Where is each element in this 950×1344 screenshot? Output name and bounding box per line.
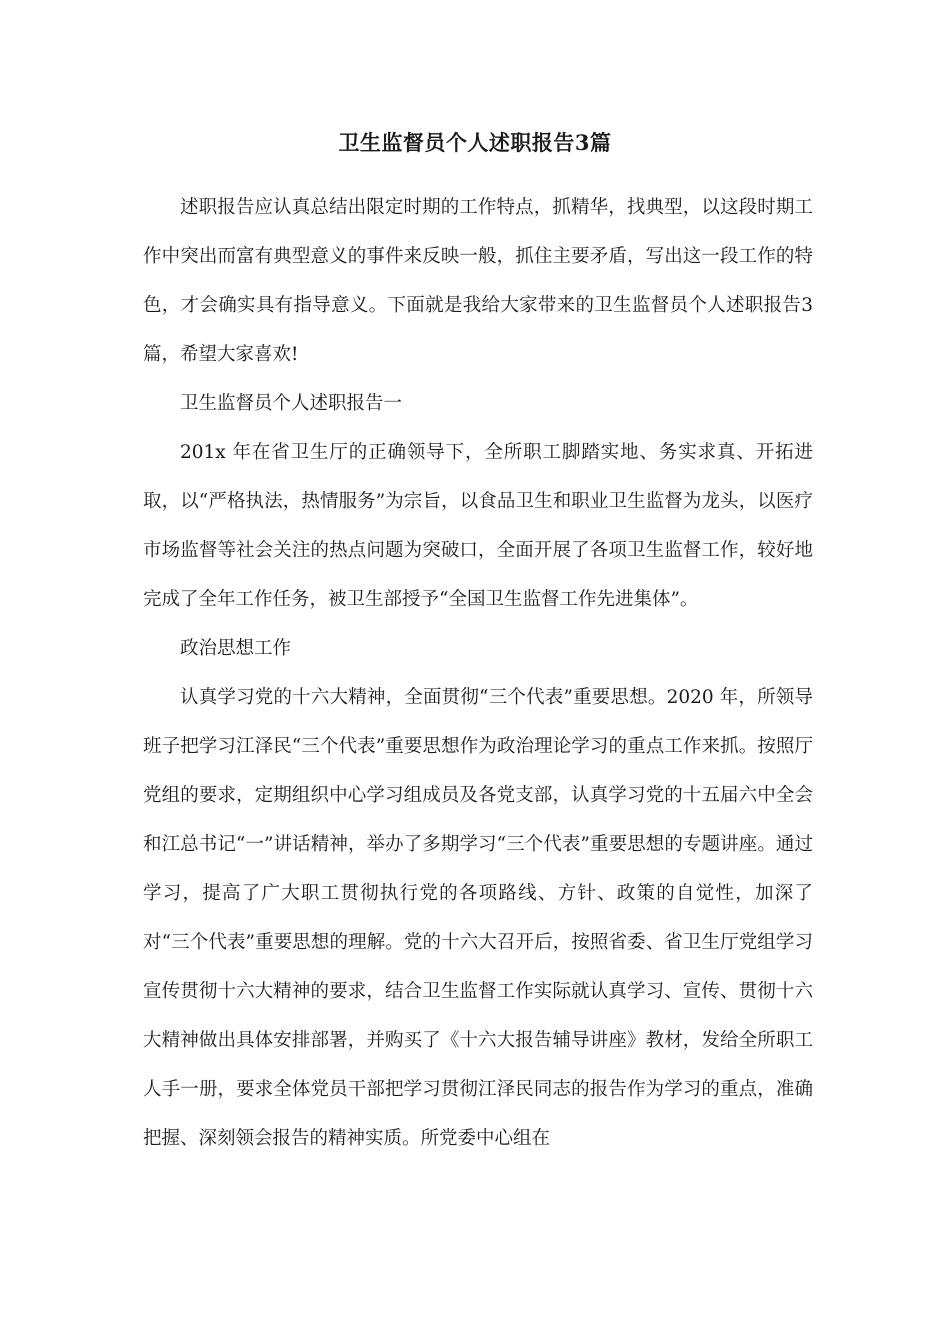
political-work-paragraph: 认真学习党的十六大精神，全面贯彻“三个代表”重要思想。2020 年，所领导班子把学习江泽民“三个代表”重要思想作为政治理论学习的重点工作来抓。按照厅党组的要求，定期组织中心学习组成员及各党支部，认真学习党的十五届六中全会和江总书记“一”讲话精神，举办了多期学习“三个代表”重要思想的专题讲座。通过学习，提高了广大职工贯彻执行党的各项路线、方针、政策的自觉性，加深了对“三个代表”重要思想的理解。党的十六大召开后，按照省委、省卫生厅党组学习宣传贯彻十六大精神的要求，结合卫生监督工作实际就认真学习、宣传、贯彻十六大精神做出具体安排部署，并购买了《十六大报告辅导讲座》教材，发给全所职工人手一册，要求全体党员干部把学习贯彻江泽民同志的报告作为学习的重点，准确把握、深刻领会报告的精神实质。所党委中心组在 bbox=[143, 687, 813, 1149]
document-body bbox=[143, 183, 813, 1163]
report-one-paragraph: 201x 年在省卫生厅的正确领导下，全所职工脚踏实地、务实求真、开拓进取，以“严格执法，热情服务”为宗旨，以食品卫生和职业卫生监督为龙头，以医疗市场监督等社会关注的热点问题为突破口，全面开展了各项卫生监督工作，较好地完成了全年工作任务，被卫生部授予“全国卫生监督工作先进集体”。 bbox=[143, 442, 813, 610]
section-heading-report-one: 卫生监督员个人述职报告一 bbox=[180, 393, 403, 414]
section-heading-political-work: 政治思想工作 bbox=[180, 638, 292, 659]
document-title: 卫生监督员个人述职报告3篇 bbox=[338, 130, 612, 155]
intro-paragraph: 述职报告应认真总结出限定时期的工作特点，抓精华，找典型，以这段时期工作中突出而富有典型意义的事件来反映一般，抓住主要矛盾，写出这一段工作的特色，才会确实具有指导意义。下面就是我给大家带来的卫生监督员个人述职报告3篇，希望大家喜欢! bbox=[143, 197, 813, 365]
